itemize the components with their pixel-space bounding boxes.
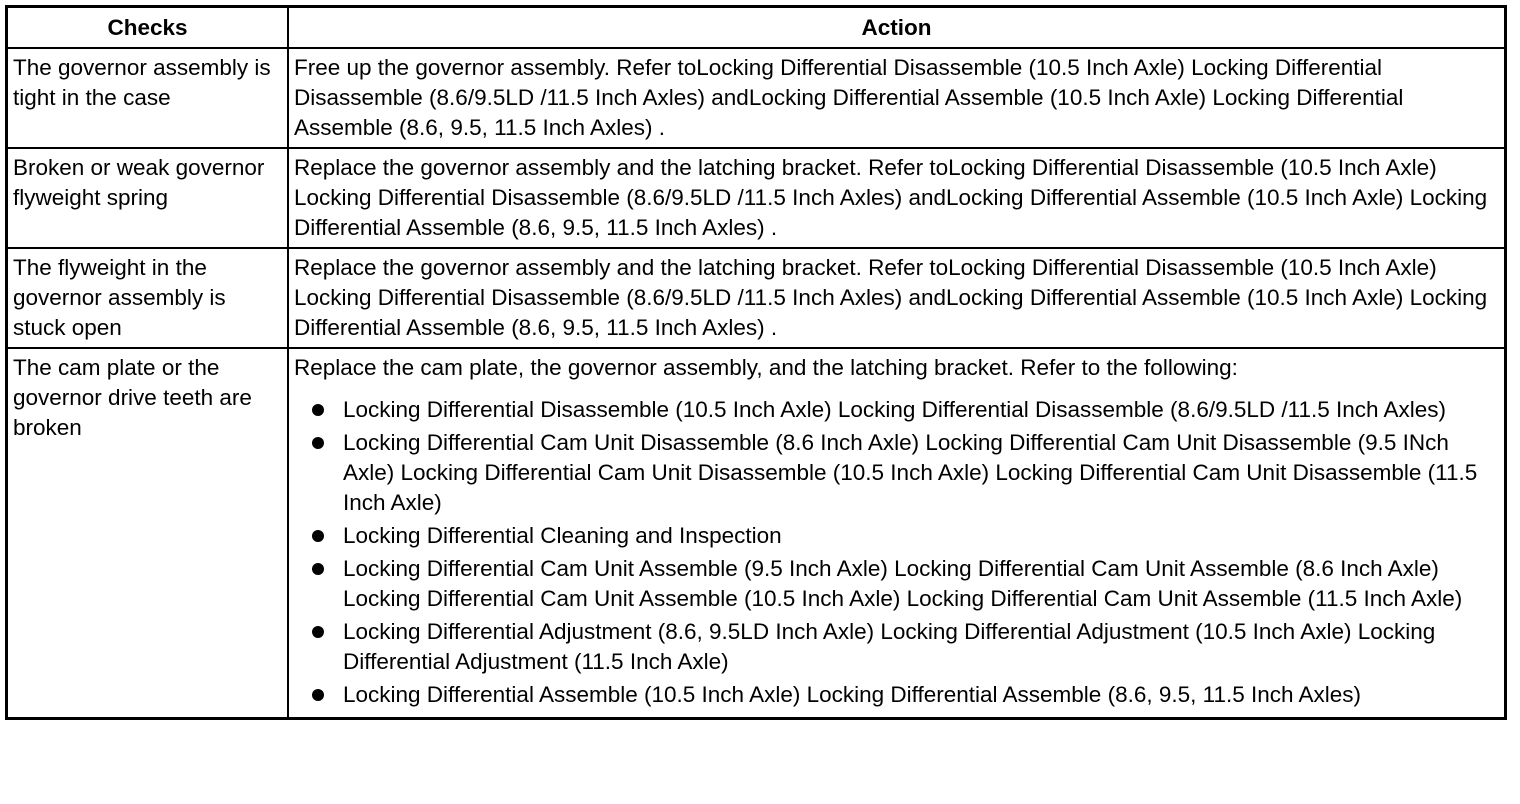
action-cell: Free up the governor assembly. Refer toLocking Differential Disassemble (10.5 Inch Axle) Locking Differential Disassemble (8.6/9.5LD /11.5 Inch Axles) andLocking Differential Assemble (10.5 Inch Axle) Locking Differential Assemble (8.6, 9.5, 11.5 Inch Axles) . <box>288 48 1504 148</box>
list-item <box>294 617 1498 677</box>
check-cell: The governor assembly is tight in the case <box>8 48 288 148</box>
reference-text: Locking Differential Cam Unit Disassemble (8.6 Inch Axle) Locking Differential Cam Unit Disassemble (9.5 INch Axle) Locking Differential Cam Unit Disassemble (10.5 Inch Axle) Locking Differential Cam Unit Disassemble (11.5 Inch Axle) <box>343 430 1478 515</box>
table-row <box>8 148 1504 248</box>
reference-text: Locking Differential Disassemble (10.5 Inch Axle) Locking Differential Disassemble (8.6/9.5LD /11.5 Inch Axles) <box>343 397 1447 422</box>
action-cell: Replace the governor assembly and the latching bracket. Refer toLocking Differential Disassemble (10.5 Inch Axle) Locking Differential Disassemble (8.6/9.5LD /11.5 Inch Axles) andLocking Differential Assemble (10.5 Inch Axle) Locking Differential Assemble (8.6, 9.5, 11.5 Inch Axles) . <box>288 248 1504 348</box>
list-item <box>294 680 1498 710</box>
bullet-icon <box>312 626 324 638</box>
header-checks: Checks <box>8 8 288 48</box>
reference-text: Locking Differential Adjustment (8.6, 9.5LD Inch Axle) Locking Differential Adjustment (10.5 Inch Axle) Locking Differential Adjustment (11.5 Inch Axle) <box>343 619 1436 674</box>
table-row <box>8 248 1504 348</box>
bullet-icon <box>312 689 324 701</box>
action-intro: Replace the cam plate, the governor assembly, and the latching bracket. Refer to the following: <box>294 355 1238 380</box>
check-cell: The flyweight in the governor assembly is stuck open <box>8 248 288 348</box>
diagnostic-table <box>8 8 1504 717</box>
action-cell: Replace the governor assembly and the latching bracket. Refer toLocking Differential Disassemble (10.5 Inch Axle) Locking Differential Disassemble (8.6/9.5LD /11.5 Inch Axles) andLocking Differential Assemble (10.5 Inch Axle) Locking Differential Assemble (8.6, 9.5, 11.5 Inch Axles) . <box>288 148 1504 248</box>
table-row <box>8 48 1504 148</box>
action-cell <box>288 348 1504 717</box>
list-item <box>294 554 1498 614</box>
header-action: Action <box>288 8 1504 48</box>
diagnostic-table-frame <box>5 5 1507 720</box>
reference-text: Locking Differential Assemble (10.5 Inch Axle) Locking Differential Assemble (8.6, 9.5, 11.5 Inch Axles) <box>343 682 1362 707</box>
bullet-icon <box>312 437 324 449</box>
bullet-icon <box>312 530 324 542</box>
bullet-icon <box>312 404 324 416</box>
list-item <box>294 428 1498 518</box>
table-row <box>8 348 1504 717</box>
reference-list <box>294 395 1498 710</box>
reference-text: Locking Differential Cam Unit Assemble (9.5 Inch Axle) Locking Differential Cam Unit Assemble (8.6 Inch Axle) Locking Differential Cam Unit Assemble (10.5 Inch Axle) Locking Differential Cam Unit Assemble (11.5 Inch Axle) <box>343 556 1463 611</box>
check-cell: Broken or weak governor flyweight spring <box>8 148 288 248</box>
list-item <box>294 521 1498 551</box>
reference-text: Locking Differential Cleaning and Inspection <box>343 523 782 548</box>
bullet-icon <box>312 563 324 575</box>
table-header-row <box>8 8 1504 48</box>
list-item <box>294 395 1498 425</box>
check-cell: The cam plate or the governor drive teeth are broken <box>8 348 288 717</box>
